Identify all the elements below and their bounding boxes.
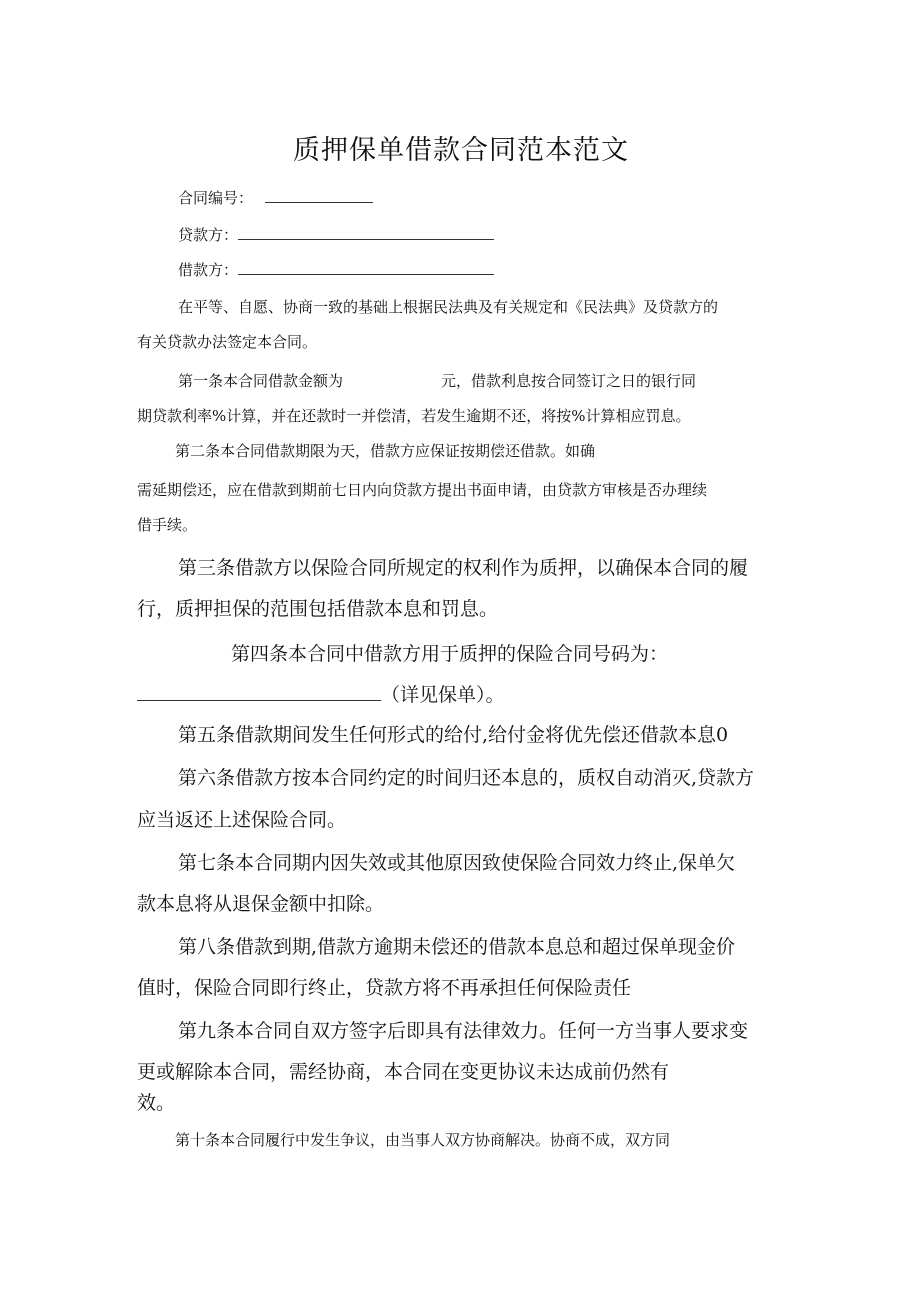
article-7-line-1: 第七条本合同期内因失效或其他原因致使保险合同效力终止,保单欠 [178, 852, 736, 874]
article-5-line-1: 第五条借款期间发生任何形式的给付,给付金将优先偿还借款本息0 [178, 724, 729, 746]
article-10-line-1: 第十条本合同履行中发生争议，由当事人双方协商解决。协商不成，双方同 [175, 1131, 671, 1149]
borrower-row [178, 259, 494, 280]
page-title: 质押保单借款合同范本范文 [293, 135, 629, 166]
article-3-line-2: 行，质押担保的范围包括借款本息和罚息。 [137, 598, 499, 620]
contract-no-row [178, 187, 373, 208]
article-2-line-2: 需延期偿还，应在借款到期前七日内向贷款方提出书面申请，由贷款方审核是否办理续 [137, 481, 708, 499]
article-9-line-1: 第九条本合同自双方签字后即具有法律效力。任何一方当事人要求变 [178, 1020, 749, 1042]
article-2-line-3: 借手续。 [137, 516, 198, 534]
article-1-line-1 [178, 370, 696, 391]
article-1-part-a: 第一条本合同借款金额为 [178, 372, 344, 390]
article-6-line-2: 应当返还上述保险合同。 [137, 809, 347, 831]
article-4-line-1: 第四条本合同中借款方用于质押的保险合同号码为： [231, 643, 669, 665]
article-4-line-2 [137, 680, 505, 707]
article-1-part-b: 元，借款利息按合同签订之日的银行同 [441, 372, 697, 390]
intro-line-1: 在平等、自愿、协商一致的基础上根据民法典及有关规定和《民法典》及贷款方的 [178, 298, 719, 316]
article-8-line-1: 第八条借款到期,借款方逾期未偿还的借款本息总和超过保单现金价 [178, 936, 736, 958]
policy-number-blank [137, 699, 381, 701]
article-9-line-3: 效。 [137, 1092, 176, 1114]
lender-label: 贷款方： [178, 226, 239, 244]
contract-no-blank [265, 201, 373, 203]
article-4-suffix: （详见保单）。 [381, 684, 505, 706]
article-2-line-1: 第二条本合同借款期限为天，借款方应保证按期偿还借款。如确 [175, 442, 596, 460]
article-8-line-2: 值时，保险合同即行终止，贷款方将不再承担任何保险责任 [137, 977, 632, 999]
article-7-line-2: 款本息将从退保金额中扣除。 [137, 893, 385, 915]
lender-row [178, 224, 494, 245]
intro-line-2: 有关贷款办法签定本合同。 [137, 333, 318, 351]
article-6-line-1: 第六条借款方按本合同约定的时间归还本息的，质权自动消灭,贷款方 [178, 767, 755, 789]
article-1-line-2: 期贷款利率%计算，并在还款时一并偿清，若发生逾期不还，将按%计算相应罚息。 [137, 407, 691, 425]
article-9-line-2: 更或解除本合同，需经协商，本合同在变更协议未达成前仍然有 [137, 1061, 670, 1083]
borrower-blank [238, 273, 494, 275]
lender-blank [238, 238, 494, 240]
article-3-line-1: 第三条借款方以保险合同所规定的权利作为质押，以确保本合同的履 [178, 557, 749, 579]
borrower-label: 借款方： [178, 261, 239, 279]
contract-no-label: 合同编号： [178, 189, 254, 207]
